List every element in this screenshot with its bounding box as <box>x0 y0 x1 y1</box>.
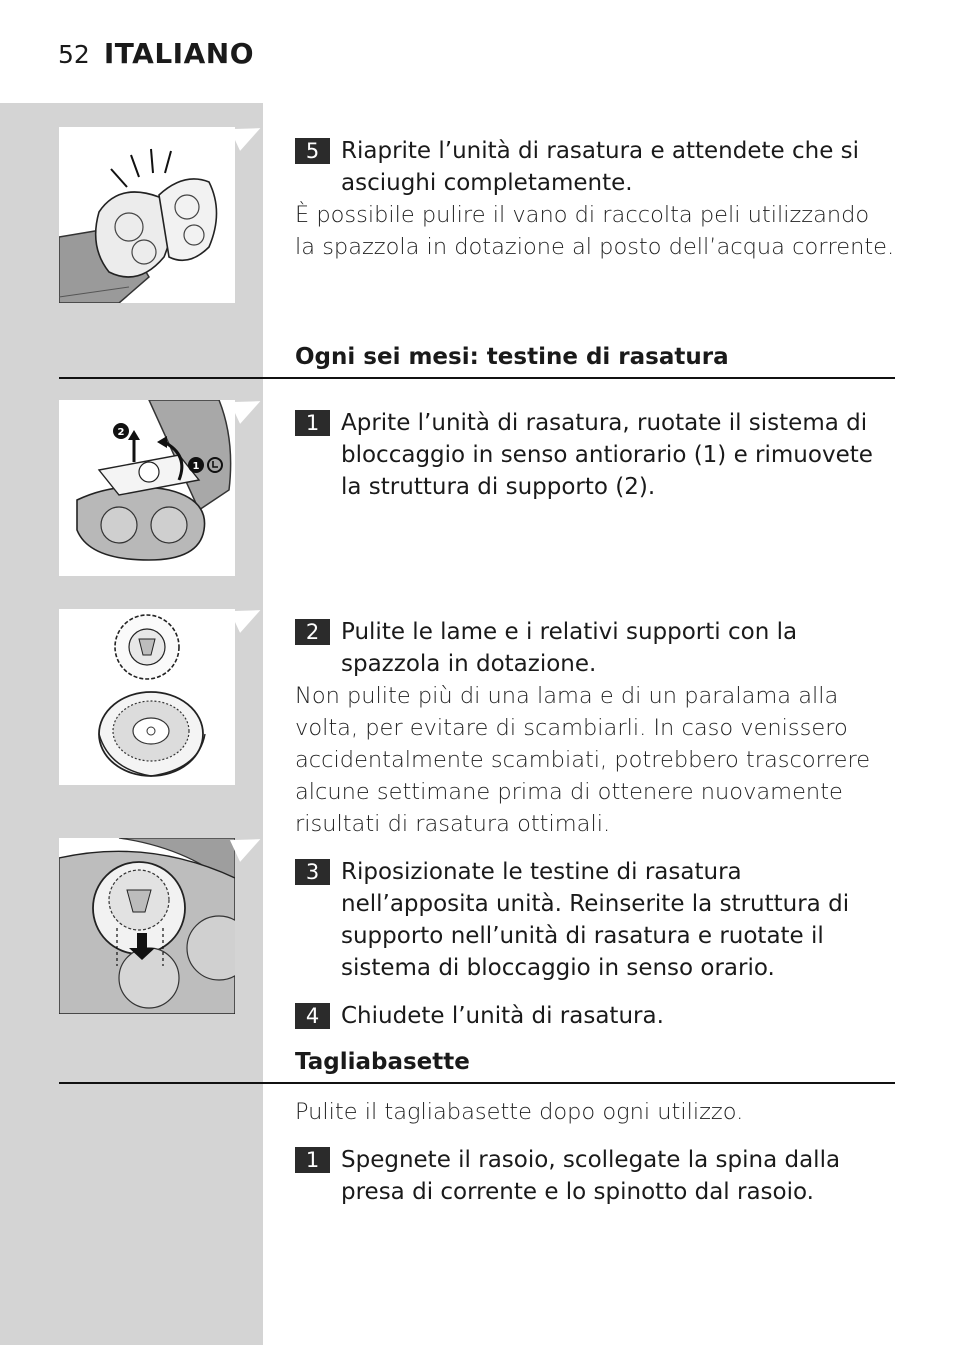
retaining-frame-illustration <box>59 400 235 576</box>
step-block <box>295 407 895 503</box>
step-number-badge: 1 <box>295 1147 330 1173</box>
step-block <box>295 616 895 840</box>
step-item <box>295 1000 895 1032</box>
step-text: Riposizionate le testine di rasatura nell’apposita unità. Reinserite la struttura di supporto nell’unità di rasatura e ruotate il sistema di bloccaggio in senso orario. <box>341 859 850 981</box>
section-divider <box>59 377 895 379</box>
figure-reinsert-heads <box>59 838 235 1014</box>
step-note: Non pulite più di una lama e di un paralama alla volta, per evitare di scambiarli. In caso venissero accidentalmente scambiati, potrebbero trascorrere alcune settimane prima di ottenere nuovamente risultati di rasatura ottimali. <box>295 683 871 837</box>
step-item <box>295 856 895 984</box>
shaver-open-illustration <box>59 127 235 303</box>
step-note: È possibile pulire il vano di raccolta peli utilizzando la spazzola in dotazione al posto dell’acqua corrente. <box>295 202 895 260</box>
step-number-badge: 2 <box>295 619 330 645</box>
step-number-badge: 5 <box>295 138 330 164</box>
step-number-badge: 3 <box>295 859 330 885</box>
step-item <box>295 616 895 680</box>
step-block <box>295 135 895 263</box>
step-number-badge: 4 <box>295 1003 330 1029</box>
section-intro: Pulite il tagliabasette dopo ogni utilizzo. <box>295 1099 744 1125</box>
figure-label-1: 1 <box>192 461 200 472</box>
step-text: Chiudete l’unità di rasatura. <box>341 1003 664 1029</box>
step-block <box>295 1144 895 1208</box>
step-text: Spegnete il rasoio, scollegate la spina dalla presa di corrente e lo spinotto dal rasoio. <box>341 1147 841 1205</box>
figure-clean-cutter-guard <box>59 609 235 785</box>
step-item <box>295 135 895 199</box>
reinsert-heads-illustration <box>59 838 235 1014</box>
step-block <box>295 856 895 984</box>
section-heading: Tagliabasette <box>295 1049 470 1075</box>
language-title: ITALIANO <box>103 37 254 70</box>
figure-label-2: 2 <box>117 427 125 438</box>
step-text: Riaprite l’unità di rasatura e attendete che si asciughi completamente. <box>341 138 860 196</box>
cutter-guard-illustration <box>59 609 235 785</box>
figure-remove-retaining-frame <box>59 400 235 576</box>
step-block <box>295 1000 895 1032</box>
page-header <box>58 36 254 73</box>
page-number: 52 <box>58 40 90 69</box>
step-text: Aprite l’unità di rasatura, ruotate il sistema di bloccaggio in senso antiorario (1) e rimuovete la struttura di supporto (2). <box>341 410 873 500</box>
figure-shaver-open-drying <box>59 127 235 303</box>
step-item <box>295 1144 895 1208</box>
step-text: Pulite le lame e i relativi supporti con la spazzola in dotazione. <box>341 619 798 677</box>
section-heading: Ogni sei mesi: testine di rasatura <box>295 344 729 370</box>
step-number-badge: 1 <box>295 410 330 436</box>
step-item <box>295 407 895 503</box>
section-divider <box>59 1082 895 1084</box>
